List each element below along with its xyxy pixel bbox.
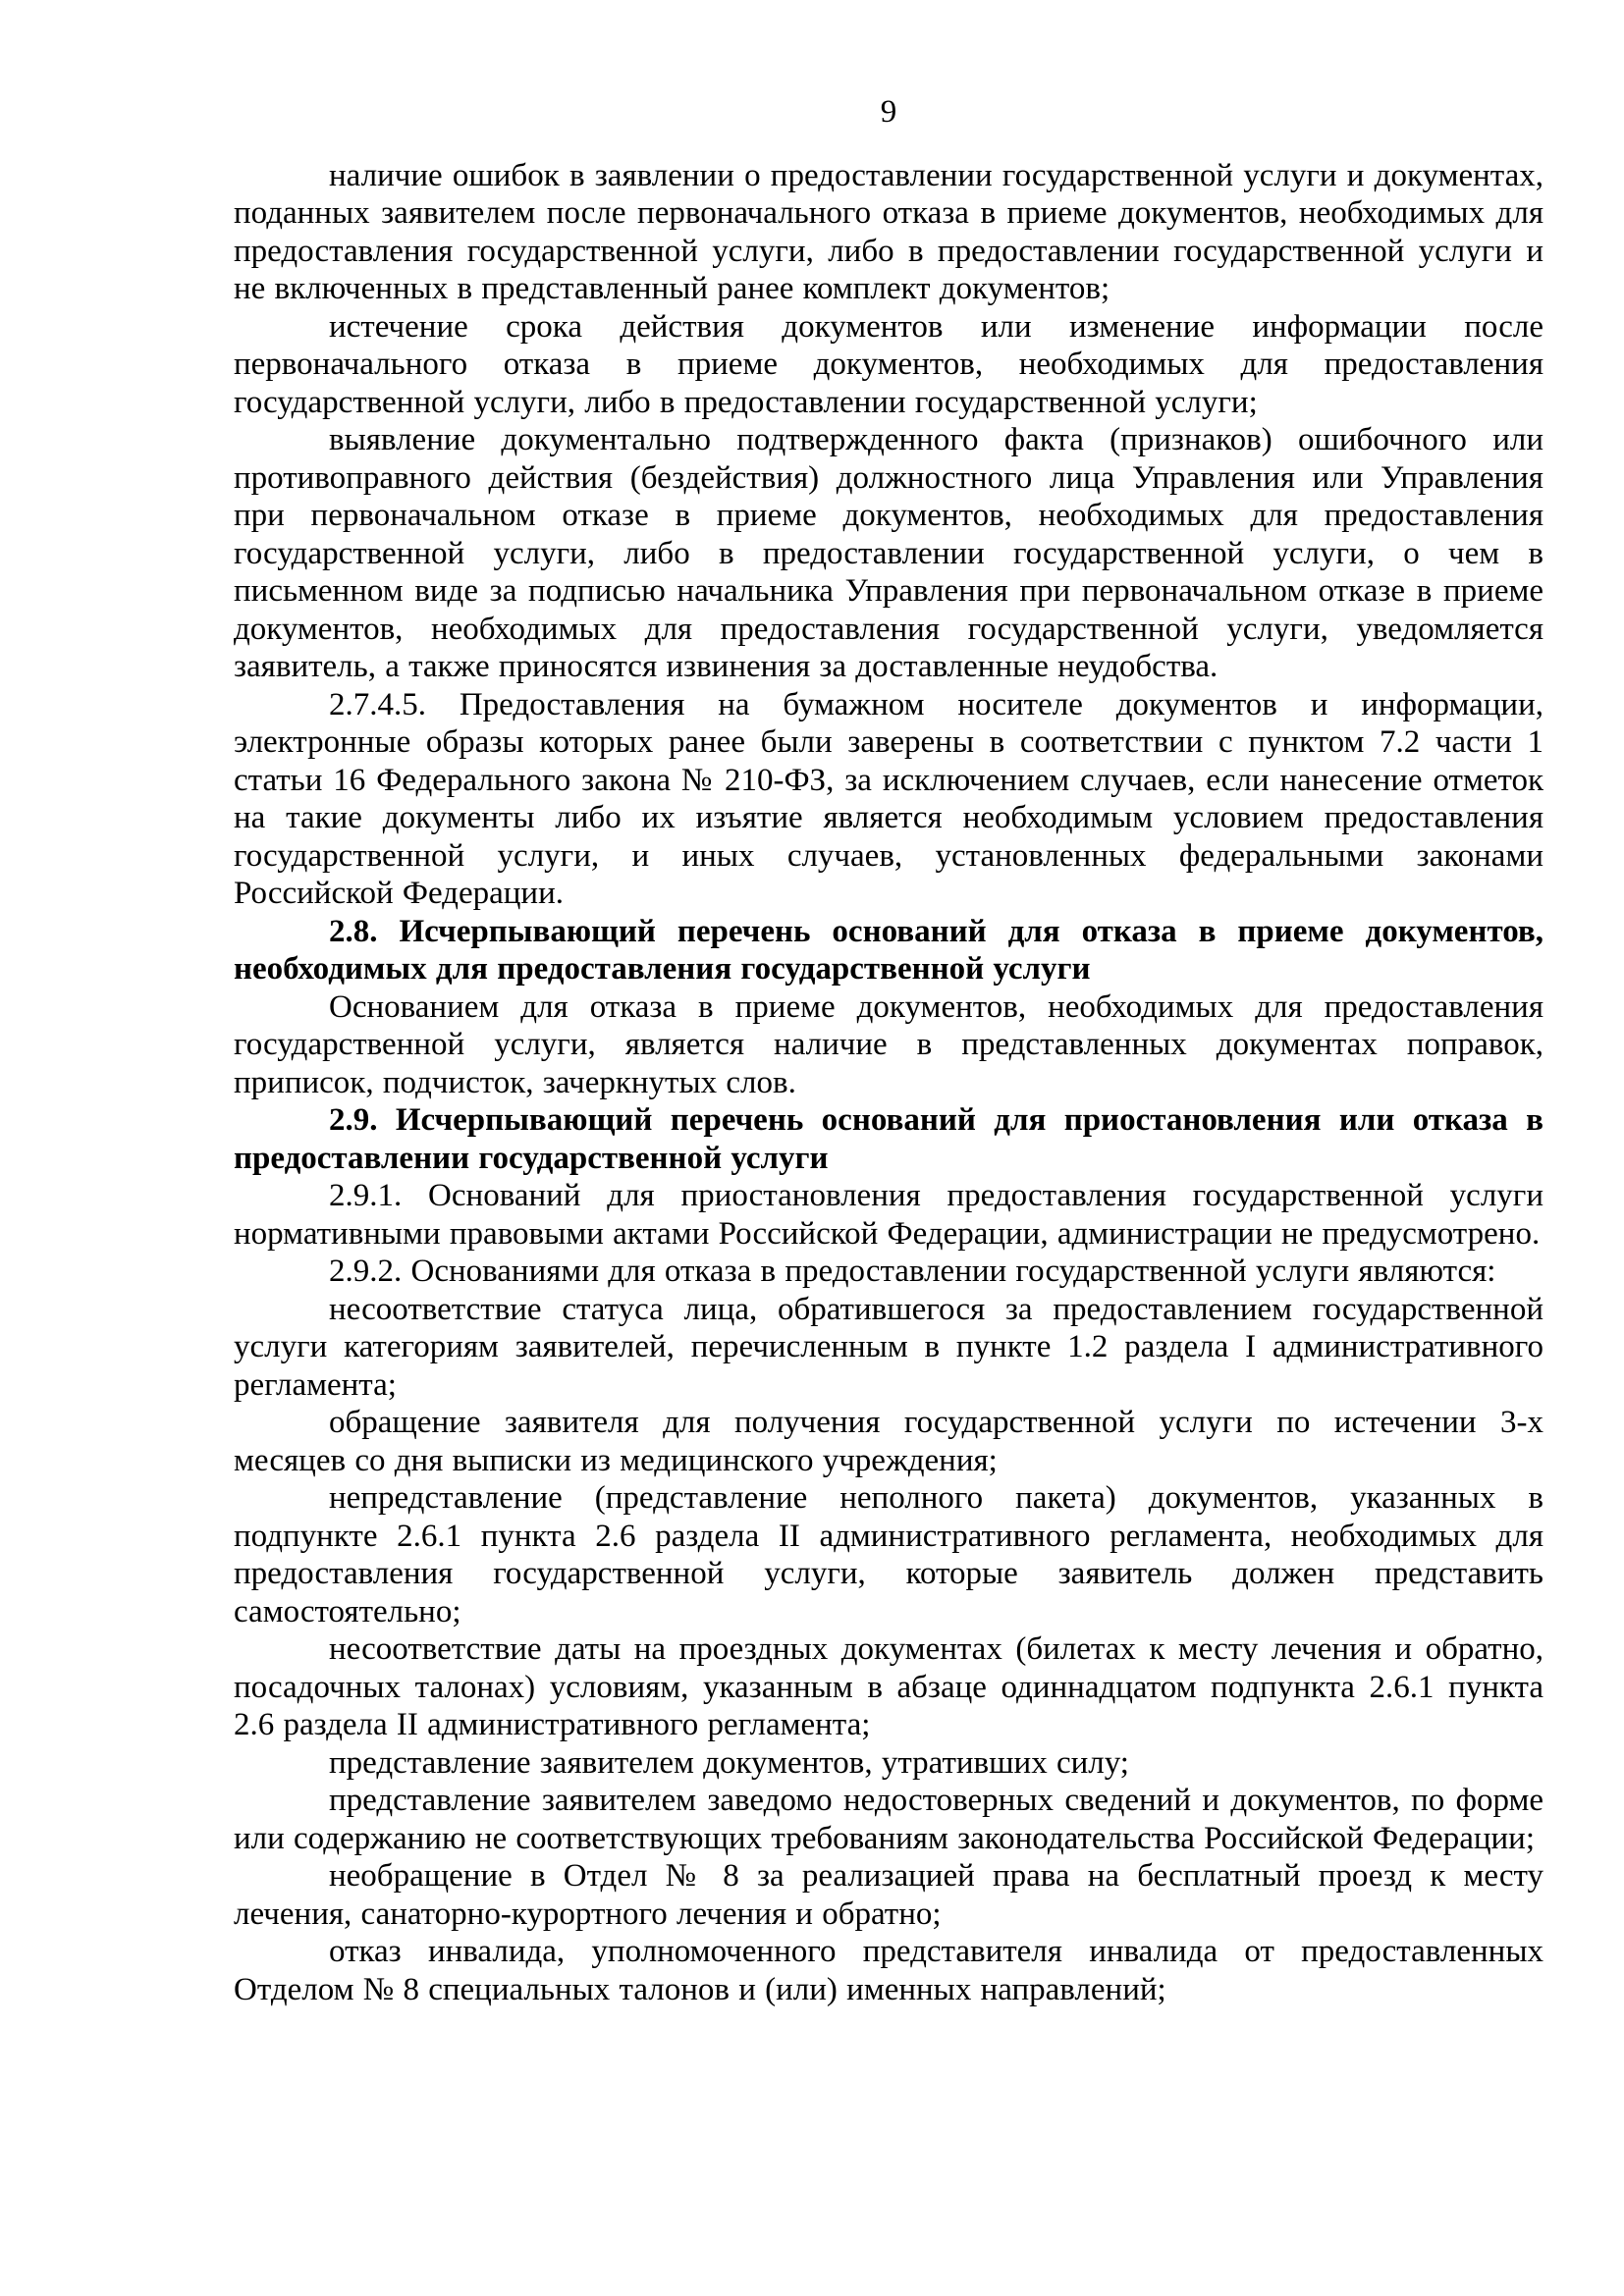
section-heading: 2.9. Исчерпывающий перечень оснований для приостановления или отказа в предоставлении государственной услуги xyxy=(234,1102,1543,1176)
paragraph: несоответствие даты на проездных документах (билетах к месту лечения и обратно, посадочных талонах) условиям, указанным в абзаце одиннадцатом подпункта 2.6.1 пункта 2.6 раздела II административного регламента; xyxy=(234,1631,1543,1742)
paragraph: несоответствие статуса лица, обратившегося за предоставлением государственной услуги категориям заявителей, перечисленным в пункте 1.2 раздела I административного регламента; xyxy=(234,1291,1543,1403)
page-number: 9 xyxy=(880,94,897,130)
paragraph: выявление документально подтвержденного факта (признаков) ошибочного или противоправного действия (бездействия) должностного лица Управления или Управления при первоначальном отказе в приеме документов, необходимых для предоставления государственной услуги, либо в предоставлении государственной услуги, о чем в письменном виде за подписью начальника Управления при первоначальном отказе в приеме документов, необходимых для предоставления государственной услуги, уведомляется заявитель, а также приносятся извинения за доставленные неудобства. xyxy=(234,422,1543,684)
paragraph: 2.9.1. Оснований для приостановления предоставления государственной услуги нормативными правовыми актами Российской Федерации, администрации не предусмотрено. xyxy=(234,1178,1543,1252)
section-heading: 2.8. Исчерпывающий перечень оснований для отказа в приеме документов, необходимых для предоставления государственной услуги xyxy=(234,913,1543,987)
paragraph: обращение заявителя для получения государственной услуги по истечении 3-х месяцев со дня выписки из медицинского учреждения; xyxy=(234,1405,1543,1478)
paragraph: необращение в Отдел № 8 за реализацией права на бесплатный проезд к месту лечения, санаторно-курортного лечения и обратно; xyxy=(234,1858,1543,1932)
paragraph: 2.7.4.5. Предоставления на бумажном носителе документов и информации, электронные образы которых ранее были заверены в соответствии с пунктом 7.2 части 1 статьи 16 Федерального закона № 210-ФЗ, за исключением случаев, если нанесение отметок на такие документы либо их изъятие является необходимым условием предоставления государственной услуги, и иных случаев, установленных федеральными законами Российской Федерации. xyxy=(234,686,1543,911)
document-body xyxy=(234,157,1543,2009)
paragraph: наличие ошибок в заявлении о предоставлении государственной услуги и документах, поданных заявителем после первоначального отказа в приеме документов, необходимых для предоставления государственной услуги, либо в предоставлении государственной услуги и не включенных в представленный ранее комплект документов; xyxy=(234,157,1543,306)
paragraph: представление заявителем заведомо недостоверных сведений и документов, по форме или содержанию не соответствующих требованиям законодательства Российской Федерации; xyxy=(234,1783,1543,1856)
paragraph: представление заявителем документов, утративших силу; xyxy=(329,1744,1129,1781)
paragraph: Основанием для отказа в приеме документов, необходимых для предоставления государственной услуги, является наличие в представленных документах поправок, приписок, подчисток, зачеркнутых слов. xyxy=(234,988,1543,1100)
paragraph: отказ инвалида, уполномоченного представителя инвалида от предоставленных Отделом № 8 специальных талонов и (или) именных направлений; xyxy=(234,1934,1543,2007)
paragraph: истечение срока действия документов или изменение информации после первоначального отказа в приеме документов, необходимых для предоставления государственной услуги, либо в предоставлении государственной услуги; xyxy=(234,308,1543,420)
paragraph: 2.9.2. Основаниями для отказа в предоставлении государственной услуги являются: xyxy=(329,1254,1496,1289)
paragraph: непредставление (представление неполного пакета) документов, указанных в подпункте 2.6.1 пункта 2.6 раздела II административного регламента, необходимых для предоставления государственной услуги, которые заявитель должен представить самостоятельно; xyxy=(234,1480,1543,1629)
